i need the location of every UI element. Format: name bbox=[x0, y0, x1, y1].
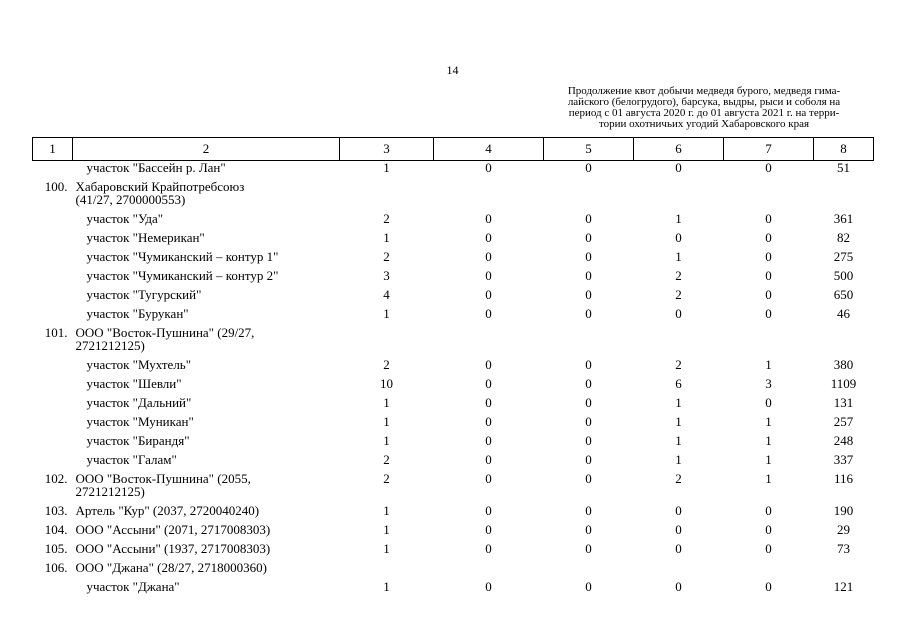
quota-value-col-5: 0 bbox=[585, 211, 592, 226]
quota-value-col-8: 190 bbox=[833, 503, 854, 518]
quota-value-col-4: 0 bbox=[485, 306, 492, 321]
name-line: участок "Бирандя" bbox=[86, 433, 190, 448]
quota-value-col-5: 0 bbox=[585, 376, 592, 391]
quota-value-col-7: 0 bbox=[765, 522, 772, 537]
row-number bbox=[33, 396, 73, 415]
table-body bbox=[33, 161, 874, 600]
quota-value-col-4: 0 bbox=[485, 579, 492, 594]
quota-value-col-4: 0 bbox=[485, 160, 492, 175]
plot-name bbox=[73, 307, 340, 326]
quota-table bbox=[32, 137, 874, 599]
quota-value-col-6: 1 bbox=[675, 249, 682, 264]
quota-value-col-7: 0 bbox=[765, 249, 772, 264]
quota-value-col-3 bbox=[340, 561, 434, 580]
quota-value-col-3: 3 bbox=[383, 268, 390, 283]
quota-value-col-5: 0 bbox=[585, 452, 592, 467]
quota-value-col-6: 0 bbox=[675, 503, 682, 518]
quota-value-col-3: 2 bbox=[383, 249, 390, 264]
row-number: 101. bbox=[44, 325, 68, 340]
quota-value-col-7: 1 bbox=[765, 471, 772, 486]
name-line: участок "Тугурский" bbox=[86, 287, 202, 302]
quota-value-col-8: 1109 bbox=[830, 376, 857, 391]
plot-name bbox=[73, 161, 340, 181]
quota-value-col-8: 131 bbox=[833, 395, 854, 410]
column-header: 3 bbox=[340, 138, 434, 161]
row-number: 100. bbox=[44, 179, 68, 194]
name-line: ООО "Ассыни" (1937, 2717008303) bbox=[75, 541, 271, 556]
quota-value-col-3: 4 bbox=[383, 287, 390, 302]
quota-value-col-7: 0 bbox=[765, 395, 772, 410]
row-number: 106. bbox=[44, 560, 68, 575]
quota-value-col-8: 248 bbox=[833, 433, 854, 448]
quota-value-col-8: 361 bbox=[833, 211, 854, 226]
quota-value-col-8: 46 bbox=[837, 306, 850, 321]
organization-name bbox=[73, 523, 340, 542]
quota-value-col-5: 0 bbox=[585, 306, 592, 321]
caption-line: Продолжение квот добычи медведя бурого, медведя гима- bbox=[567, 85, 841, 97]
quota-value-col-6: 6 bbox=[675, 376, 682, 391]
page-number: 14 bbox=[446, 63, 459, 77]
plot-name bbox=[73, 415, 340, 434]
quota-value-col-6: 2 bbox=[675, 268, 682, 283]
quota-value-col-5: 0 bbox=[585, 414, 592, 429]
name-line: участок "Чумиканский – контур 1" bbox=[86, 249, 279, 264]
column-header: 2 bbox=[73, 138, 340, 161]
row-number bbox=[33, 307, 73, 326]
quota-value-col-4: 0 bbox=[485, 452, 492, 467]
name-line: (41/27, 2700000553) bbox=[75, 192, 186, 207]
quota-value-col-3: 1 bbox=[383, 160, 390, 175]
quota-value-col-5: 0 bbox=[585, 503, 592, 518]
quota-value-col-7 bbox=[724, 561, 814, 580]
caption-line: тории охотничьих угодий Хабаровского края bbox=[598, 118, 810, 130]
row-number bbox=[33, 377, 73, 396]
quota-value-col-8: 275 bbox=[833, 249, 854, 264]
plot-name bbox=[73, 580, 340, 599]
name-line: ООО "Ассыни" (2071, 2717008303) bbox=[75, 522, 271, 537]
quota-value-col-5: 0 bbox=[585, 268, 592, 283]
quota-value-col-4 bbox=[434, 180, 544, 212]
quota-value-col-7: 0 bbox=[765, 211, 772, 226]
name-line: участок "Бурукан" bbox=[86, 306, 189, 321]
quota-value-col-3: 1 bbox=[383, 541, 390, 556]
organization-name bbox=[73, 561, 340, 580]
quota-value-col-3: 10 bbox=[380, 376, 393, 391]
name-line: 2721212125) bbox=[75, 338, 145, 353]
plot-name bbox=[73, 453, 340, 472]
plot-name bbox=[73, 377, 340, 396]
quota-value-col-4: 0 bbox=[485, 211, 492, 226]
quota-value-col-3 bbox=[340, 326, 434, 358]
quota-value-col-8: 650 bbox=[833, 287, 854, 302]
quota-value-col-8: 500 bbox=[833, 268, 854, 283]
organization-name bbox=[73, 472, 340, 504]
quota-value-col-3: 1 bbox=[383, 433, 390, 448]
column-header: 6 bbox=[634, 138, 724, 161]
name-line: участок "Мухтель" bbox=[86, 357, 192, 372]
name-line: участок "Чумиканский – контур 2" bbox=[86, 268, 279, 283]
organization-name bbox=[73, 180, 340, 212]
quota-value-col-6: 0 bbox=[675, 522, 682, 537]
table-row bbox=[33, 561, 874, 580]
quota-value-col-5: 0 bbox=[585, 471, 592, 486]
table-row bbox=[33, 580, 874, 599]
quota-value-col-5: 0 bbox=[585, 541, 592, 556]
quota-value-col-5: 0 bbox=[585, 287, 592, 302]
plot-name bbox=[73, 288, 340, 307]
quota-value-col-4: 0 bbox=[485, 414, 492, 429]
quota-value-col-8: 116 bbox=[833, 471, 854, 486]
quota-value-col-6: 0 bbox=[675, 579, 682, 594]
name-line: участок "Бассейн р. Лан" bbox=[86, 160, 226, 175]
quota-value-col-6 bbox=[634, 326, 724, 358]
quota-value-col-3: 2 bbox=[383, 357, 390, 372]
quota-value-col-3: 1 bbox=[383, 503, 390, 518]
row-number bbox=[33, 250, 73, 269]
table-row bbox=[33, 504, 874, 523]
quota-value-col-6: 0 bbox=[675, 541, 682, 556]
quota-value-col-6: 0 bbox=[675, 230, 682, 245]
name-line: участок "Немерикан" bbox=[86, 230, 205, 245]
table-row bbox=[33, 180, 874, 212]
quota-value-col-8: 73 bbox=[837, 541, 850, 556]
table-caption bbox=[538, 86, 870, 130]
quota-value-col-4: 0 bbox=[485, 249, 492, 264]
quota-value-col-4: 0 bbox=[485, 522, 492, 537]
quota-value-col-5 bbox=[544, 561, 634, 580]
table-row bbox=[33, 396, 874, 415]
quota-value-col-3: 1 bbox=[383, 306, 390, 321]
column-header: 8 bbox=[814, 138, 874, 161]
table-row bbox=[33, 523, 874, 542]
quota-value-col-5: 0 bbox=[585, 160, 592, 175]
quota-value-col-6: 1 bbox=[675, 414, 682, 429]
name-line: участок "Муникан" bbox=[86, 414, 194, 429]
table-row bbox=[33, 288, 874, 307]
table-row bbox=[33, 307, 874, 326]
name-line: Хабаровский Крайпотребсоюз bbox=[75, 179, 245, 194]
plot-name bbox=[73, 269, 340, 288]
quota-value-col-4: 0 bbox=[485, 503, 492, 518]
table-row bbox=[33, 472, 874, 504]
quota-value-col-7 bbox=[724, 326, 814, 358]
table-row bbox=[33, 358, 874, 377]
plot-name bbox=[73, 434, 340, 453]
quota-value-col-3: 2 bbox=[383, 471, 390, 486]
quota-value-col-7: 1 bbox=[765, 433, 772, 448]
quota-value-col-7: 1 bbox=[765, 414, 772, 429]
quota-value-col-7: 0 bbox=[765, 579, 772, 594]
row-number bbox=[33, 580, 73, 599]
quota-value-col-6 bbox=[634, 180, 724, 212]
name-line: участок "Галам" bbox=[86, 452, 177, 467]
row-number bbox=[33, 212, 73, 231]
caption-line: период с 01 августа 2020 г. до 01 августа 2021 г. на терри- bbox=[568, 107, 840, 119]
table-row bbox=[33, 326, 874, 358]
organization-name bbox=[73, 326, 340, 358]
table-row bbox=[33, 250, 874, 269]
quota-value-col-8: 51 bbox=[837, 160, 850, 175]
name-line: ООО "Джана" (28/27, 2718000360) bbox=[75, 560, 267, 575]
quota-value-col-4: 0 bbox=[485, 376, 492, 391]
row-number: 102. bbox=[44, 471, 68, 486]
row-number: 103. bbox=[44, 503, 68, 518]
row-number bbox=[33, 269, 73, 288]
plot-name bbox=[73, 231, 340, 250]
quota-value-col-8: 257 bbox=[833, 414, 854, 429]
quota-value-col-6: 2 bbox=[675, 471, 682, 486]
quota-value-col-8: 82 bbox=[837, 230, 850, 245]
quota-value-col-4: 0 bbox=[485, 357, 492, 372]
quota-value-col-4: 0 bbox=[485, 433, 492, 448]
quota-value-col-8 bbox=[814, 180, 874, 212]
name-line: участок "Уда" bbox=[86, 211, 164, 226]
quota-value-col-5 bbox=[544, 180, 634, 212]
quota-value-col-7: 0 bbox=[765, 268, 772, 283]
name-line: участок "Джана" bbox=[86, 579, 180, 594]
quota-value-col-3: 1 bbox=[383, 579, 390, 594]
quota-value-col-3: 1 bbox=[383, 230, 390, 245]
quota-value-col-5: 0 bbox=[585, 433, 592, 448]
quota-value-col-6: 0 bbox=[675, 306, 682, 321]
row-number bbox=[33, 161, 73, 181]
organization-name bbox=[73, 542, 340, 561]
quota-value-col-7: 0 bbox=[765, 541, 772, 556]
table-row bbox=[33, 415, 874, 434]
plot-name bbox=[73, 212, 340, 231]
quota-value-col-5: 0 bbox=[585, 579, 592, 594]
quota-value-col-6: 1 bbox=[675, 433, 682, 448]
quota-value-col-6 bbox=[634, 561, 724, 580]
quota-value-col-6: 1 bbox=[675, 452, 682, 467]
quota-value-col-8: 380 bbox=[833, 357, 854, 372]
quota-value-col-4: 0 bbox=[485, 471, 492, 486]
quota-value-col-7: 0 bbox=[765, 160, 772, 175]
quota-value-col-4: 0 bbox=[485, 268, 492, 283]
quota-value-col-3 bbox=[340, 180, 434, 212]
column-header: 7 bbox=[724, 138, 814, 161]
quota-value-col-4: 0 bbox=[485, 287, 492, 302]
quota-value-col-6: 1 bbox=[675, 395, 682, 410]
table-row bbox=[33, 453, 874, 472]
organization-name bbox=[73, 504, 340, 523]
quota-value-col-7: 1 bbox=[765, 357, 772, 372]
plot-name bbox=[73, 396, 340, 415]
quota-value-col-8: 337 bbox=[833, 452, 854, 467]
quota-value-col-7: 0 bbox=[765, 230, 772, 245]
name-line: ООО "Восток-Пушнина" (2055, bbox=[75, 471, 251, 486]
column-header: 4 bbox=[434, 138, 544, 161]
table-row bbox=[33, 377, 874, 396]
quota-value-col-3: 1 bbox=[383, 395, 390, 410]
name-line: Артель "Кур" (2037, 2720040240) bbox=[75, 503, 260, 518]
row-number bbox=[33, 231, 73, 250]
column-header: 1 bbox=[33, 138, 73, 161]
quota-value-col-6: 1 bbox=[675, 211, 682, 226]
quota-value-col-4: 0 bbox=[485, 395, 492, 410]
quota-value-col-3: 2 bbox=[383, 211, 390, 226]
quota-value-col-3: 1 bbox=[383, 414, 390, 429]
quota-value-col-7 bbox=[724, 180, 814, 212]
table-header-row bbox=[33, 138, 874, 161]
quota-value-col-7: 1 bbox=[765, 452, 772, 467]
name-line: участок "Шевли" bbox=[86, 376, 182, 391]
quota-value-col-5: 0 bbox=[585, 395, 592, 410]
quota-value-col-8: 29 bbox=[837, 522, 850, 537]
quota-value-col-6: 2 bbox=[675, 357, 682, 372]
row-number bbox=[33, 434, 73, 453]
quota-value-col-7: 0 bbox=[765, 503, 772, 518]
table-row bbox=[33, 542, 874, 561]
quota-value-col-7: 0 bbox=[765, 306, 772, 321]
column-header: 5 bbox=[544, 138, 634, 161]
name-line: участок "Дальний" bbox=[86, 395, 192, 410]
table-row bbox=[33, 161, 874, 181]
quota-value-col-4 bbox=[434, 326, 544, 358]
table-row bbox=[33, 212, 874, 231]
table-row bbox=[33, 269, 874, 288]
quota-value-col-4: 0 bbox=[485, 230, 492, 245]
row-number: 105. bbox=[44, 541, 68, 556]
quota-value-col-5: 0 bbox=[585, 522, 592, 537]
caption-line: лайского (белогрудого), барсука, выдры, рыси и соболя на bbox=[567, 96, 841, 108]
quota-value-col-6: 2 bbox=[675, 287, 682, 302]
quota-value-col-7: 0 bbox=[765, 287, 772, 302]
row-number bbox=[33, 415, 73, 434]
quota-value-col-5: 0 bbox=[585, 249, 592, 264]
table-row bbox=[33, 231, 874, 250]
quota-value-col-5: 0 bbox=[585, 230, 592, 245]
quota-value-col-5: 0 bbox=[585, 357, 592, 372]
row-number bbox=[33, 358, 73, 377]
quota-value-col-5 bbox=[544, 326, 634, 358]
quota-value-col-4: 0 bbox=[485, 541, 492, 556]
plot-name bbox=[73, 250, 340, 269]
name-line: ООО "Восток-Пушнина" (29/27, bbox=[75, 325, 255, 340]
quota-value-col-6: 0 bbox=[675, 160, 682, 175]
quota-value-col-8 bbox=[814, 561, 874, 580]
plot-name bbox=[73, 358, 340, 377]
quota-value-col-8: 121 bbox=[833, 579, 854, 594]
quota-value-col-7: 3 bbox=[765, 376, 772, 391]
table-row bbox=[33, 434, 874, 453]
quota-value-col-3: 2 bbox=[383, 452, 390, 467]
quota-value-col-3: 1 bbox=[383, 522, 390, 537]
name-line: 2721212125) bbox=[75, 484, 145, 499]
row-number bbox=[33, 453, 73, 472]
row-number: 104. bbox=[44, 522, 68, 537]
row-number bbox=[33, 288, 73, 307]
quota-value-col-8 bbox=[814, 326, 874, 358]
quota-value-col-4 bbox=[434, 561, 544, 580]
